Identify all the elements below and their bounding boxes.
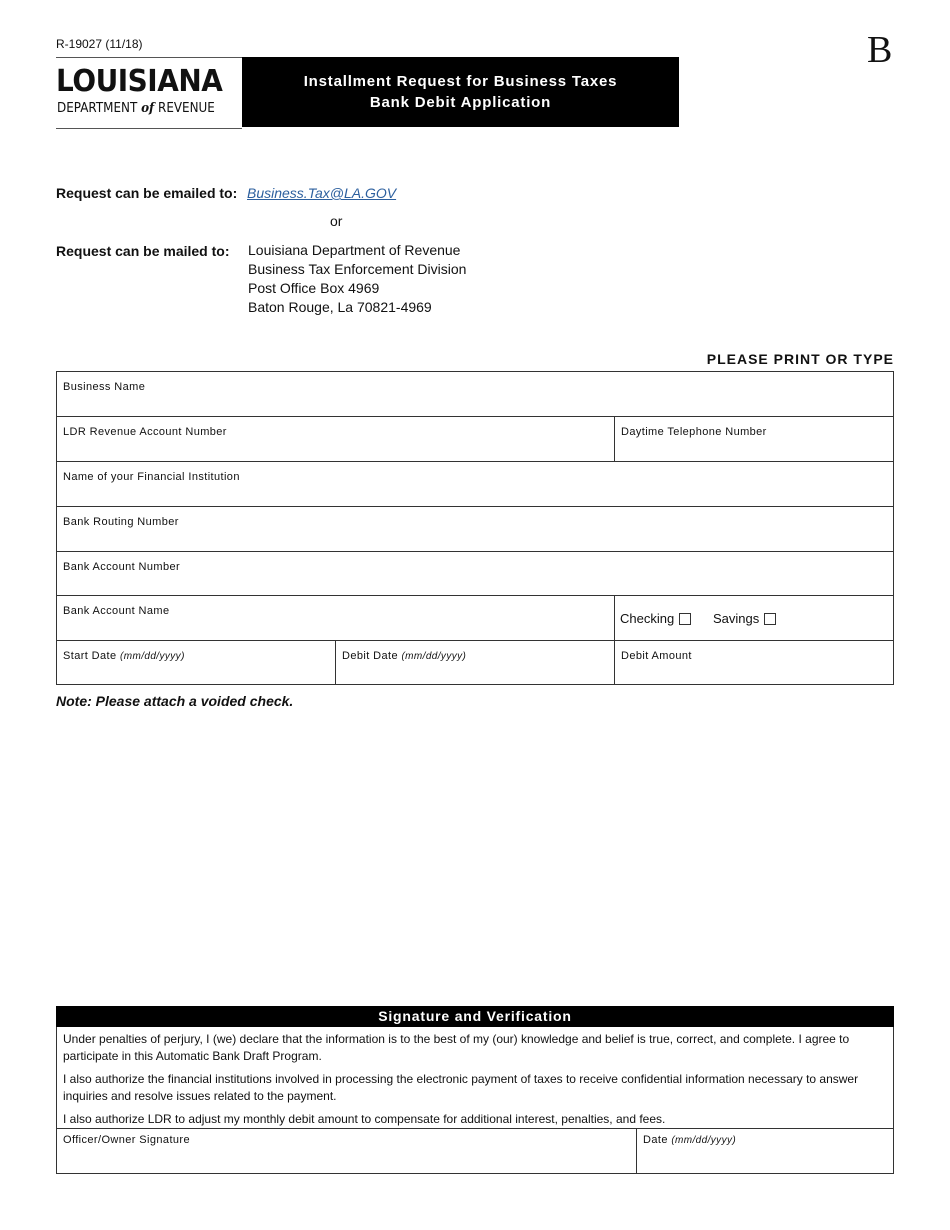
signature-date-label <box>643 1134 736 1146</box>
officer-signature-field[interactable] <box>56 1128 637 1174</box>
corner-letter: B <box>867 29 893 71</box>
bank-account-number-label: Bank Account Number <box>63 561 181 573</box>
signature-date-text: Date <box>643 1134 668 1146</box>
account-number-label: LDR Revenue Account Number <box>63 426 227 438</box>
logo-department-suffix: REVENUE <box>154 101 215 116</box>
declaration-paragraph: I also authorize LDR to adjust my monthly debit amount to compensate for additional interest, penalties, and fees. <box>63 1112 666 1126</box>
address-line: Louisiana Department of Revenue <box>248 242 461 258</box>
savings-label: Savings <box>713 611 760 626</box>
financial-institution-label: Name of your Financial Institution <box>63 471 240 483</box>
daytime-phone-label: Daytime Telephone Number <box>621 426 767 438</box>
form-title: Installment Request for Business Taxes <box>303 73 618 90</box>
email-label: Request can be emailed to: <box>56 185 238 201</box>
account-number-field[interactable] <box>56 416 615 462</box>
business-name-field[interactable] <box>56 371 894 417</box>
start-date-field[interactable] <box>56 640 336 685</box>
debit-date-text: Debit Date <box>342 650 398 662</box>
declaration-paragraph: I also authorize the financial institutions involved in processing the electronic payment of taxes to receive confidential information necessary to answer inquiries and resolve issues related to the payment. <box>63 1072 859 1103</box>
mail-label: Request can be mailed to: <box>56 243 230 259</box>
logo-department <box>57 101 215 116</box>
debit-date-field[interactable] <box>335 640 615 685</box>
print-notice: PLEASE PRINT OR TYPE <box>706 351 894 367</box>
savings-checkbox[interactable] <box>764 613 776 625</box>
address-line: Post Office Box 4969 <box>248 280 380 296</box>
agency-logo <box>56 57 242 129</box>
logo-of: of <box>141 101 155 116</box>
mailing-address <box>248 241 466 317</box>
form-title-banner <box>242 57 679 127</box>
bank-account-name-label: Bank Account Name <box>63 605 170 617</box>
debit-date-format: (mm/dd/yyyy) <box>401 651 467 662</box>
signature-declaration <box>56 1027 894 1129</box>
signature-section-header: Signature and Verification <box>56 1006 894 1027</box>
start-date-text: Start Date <box>63 650 117 662</box>
account-type-cell <box>614 595 894 641</box>
signature-date-format: (mm/dd/yyyy) <box>671 1135 737 1146</box>
debit-amount-field[interactable] <box>614 640 894 685</box>
officer-signature-label: Officer/Owner Signature <box>63 1134 190 1146</box>
start-date-format: (mm/dd/yyyy) <box>120 651 185 662</box>
email-link[interactable]: Business.Tax@LA.GOV <box>247 185 397 201</box>
logo-state-name: LOUISIANA <box>56 64 223 99</box>
form-subtitle: Bank Debit Application <box>369 94 552 111</box>
checking-label: Checking <box>620 611 675 626</box>
routing-number-field[interactable] <box>56 506 894 552</box>
checking-option[interactable] <box>620 611 691 626</box>
start-date-label <box>63 650 185 662</box>
financial-institution-field[interactable] <box>56 461 894 507</box>
declaration-paragraph: Under penalties of perjury, I (we) declare that the information is to the best of my (our) knowledge and belief is true, correct, and complete. I agree to participate in this Automatic Bank Draft Program. <box>63 1032 850 1063</box>
address-line: Business Tax Enforcement Division <box>248 261 467 277</box>
voided-check-note: Note: Please attach a voided check. <box>56 693 294 709</box>
debit-amount-label: Debit Amount <box>621 650 692 662</box>
business-name-label: Business Name <box>63 381 146 393</box>
bank-account-number-field[interactable] <box>56 551 894 597</box>
savings-option[interactable] <box>713 611 776 626</box>
routing-number-label: Bank Routing Number <box>63 516 179 528</box>
form-number: R-19027 (11/18) <box>56 37 143 51</box>
checking-checkbox[interactable] <box>679 613 691 625</box>
daytime-phone-field[interactable] <box>614 416 894 462</box>
address-line: Baton Rouge, La 70821-4969 <box>248 299 432 315</box>
logo-department-prefix: DEPARTMENT <box>57 101 142 116</box>
or-separator: or <box>330 213 343 229</box>
debit-date-label <box>342 650 466 662</box>
signature-date-field[interactable] <box>636 1128 894 1174</box>
bank-account-name-field[interactable] <box>56 595 615 641</box>
